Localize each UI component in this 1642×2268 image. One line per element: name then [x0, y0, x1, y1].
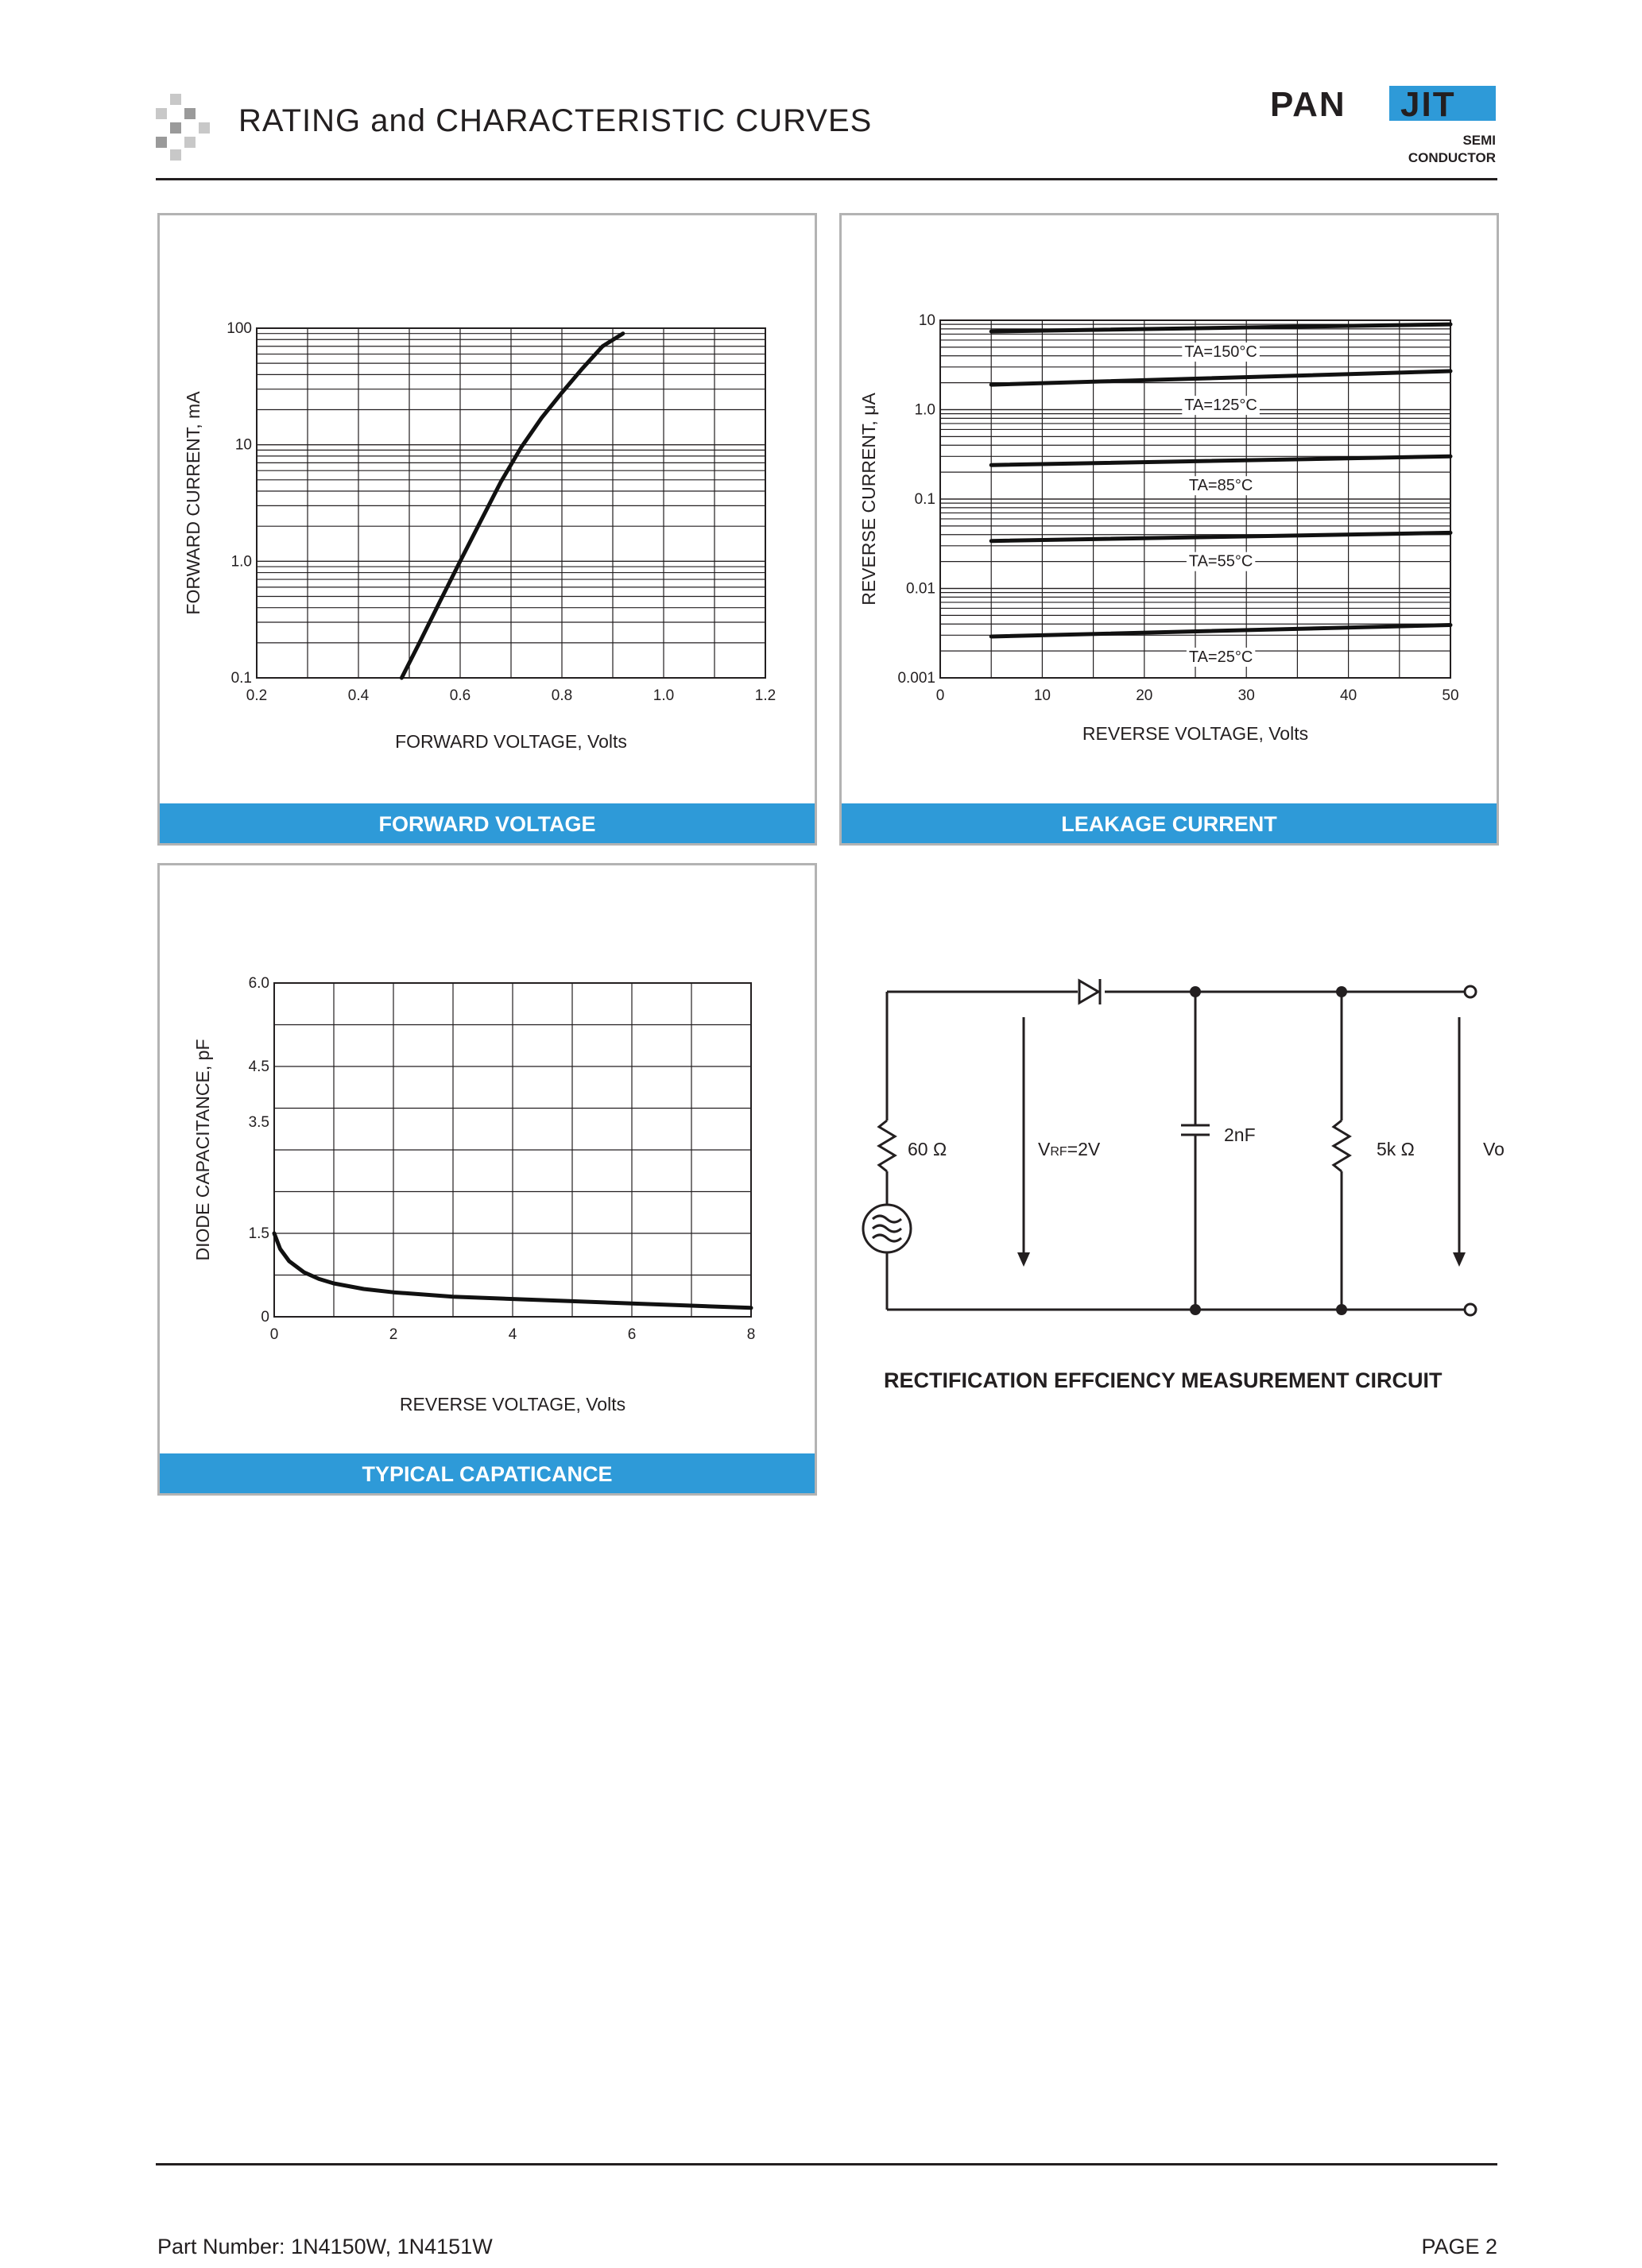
y-tick-label: 0.01	[906, 580, 935, 598]
x-tick-label: 6	[627, 1326, 637, 1343]
y-tick-label: 0.001	[897, 670, 935, 687]
leakage-current-caption: LEAKAGE CURRENT	[842, 803, 1497, 843]
series-label: TA=125°C	[1184, 397, 1257, 415]
logo-sub-semi: SEMI	[1462, 133, 1496, 148]
junction-dot	[1190, 1304, 1201, 1315]
header-rule	[156, 178, 1497, 180]
vrf-arrow-head-icon	[1017, 1252, 1030, 1267]
series-label: TA=150°C	[1184, 343, 1257, 362]
r2-label: 5k Ω	[1377, 1139, 1415, 1159]
x-tick-label: 50	[1442, 687, 1459, 704]
capacitance-panel	[157, 863, 817, 1496]
y-tick-label: 1.0	[914, 401, 935, 419]
cap-label: 2nF	[1224, 1124, 1256, 1145]
chart-grid	[257, 328, 765, 678]
vo-arrow-head-icon	[1453, 1252, 1466, 1267]
page-title: RATING and CHARACTERISTIC CURVES	[238, 103, 873, 138]
resistor-5k-icon	[1334, 1120, 1350, 1171]
leakage-current-panel	[839, 213, 1499, 846]
y-tick-label: 0	[261, 1309, 269, 1326]
forward-voltage-caption: FORWARD VOLTAGE	[160, 803, 815, 843]
x-tick-label: 1.0	[653, 687, 675, 704]
junction-dot	[1190, 986, 1201, 997]
series-line	[991, 456, 1450, 465]
diode-icon	[1079, 981, 1098, 1003]
x-tick-label: 10	[1033, 687, 1051, 704]
y-tick-label: 10	[234, 436, 252, 454]
series-line	[991, 532, 1450, 540]
y-tick-label: 10	[918, 312, 935, 329]
vrf-label: VRF=2V	[1038, 1139, 1101, 1159]
series-label: TA=25°C	[1188, 648, 1253, 666]
x-tick-label: 1.2	[754, 687, 776, 704]
y-tick-label: 1.0	[230, 553, 252, 571]
junction-dot	[1336, 986, 1347, 997]
circuit-title: RECTIFICATION EFFCIENCY MEASUREMENT CIRCUIT	[884, 1368, 1443, 1392]
x-tick-label: 0	[269, 1326, 279, 1343]
x-tick-label: 0.8	[551, 687, 573, 704]
forward-voltage-panel	[157, 213, 817, 846]
series-label: TA=55°C	[1188, 552, 1253, 571]
x-tick-label: 20	[1136, 687, 1153, 704]
y-tick-label: 3.5	[248, 1114, 269, 1131]
output-terminal-bottom-icon	[1465, 1304, 1476, 1315]
y-axis-label: DIODE CAPACITANCE, pF	[192, 1039, 213, 1261]
capacitance-chart	[160, 865, 815, 1453]
x-tick-label: 0.6	[449, 687, 471, 704]
series-line	[991, 324, 1450, 331]
y-tick-label: 6.0	[248, 975, 269, 992]
y-tick-label: 0.1	[914, 491, 935, 508]
measurement-circuit-diagram	[850, 954, 1518, 1351]
panjit-logo	[1270, 84, 1497, 173]
vo-label: Vo	[1483, 1139, 1505, 1159]
logo-text-left: PAN	[1270, 85, 1346, 124]
output-terminal-top-icon	[1465, 986, 1476, 997]
junction-dot	[1336, 1304, 1347, 1315]
ac-source-wave-icon	[873, 1216, 901, 1241]
leakage-current-chart	[842, 215, 1497, 803]
capacitance-caption: TYPICAL CAPATICANCE	[160, 1453, 815, 1493]
x-tick-label: 30	[1237, 687, 1255, 704]
r1-label: 60 Ω	[908, 1139, 947, 1159]
part-number: Part Number: 1N4150W, 1N4151W	[157, 2235, 493, 2258]
footer-rule	[156, 2163, 1497, 2165]
logo-text-right: JIT	[1400, 85, 1456, 124]
x-tick-label: 0.2	[246, 687, 268, 704]
y-tick-label: 0.1	[230, 670, 252, 687]
x-tick-label: 2	[389, 1326, 398, 1343]
y-tick-label: 4.5	[248, 1059, 269, 1075]
chart-grid	[274, 983, 751, 1317]
y-axis-label: FORWARD CURRENT, mA	[183, 391, 203, 615]
x-tick-label: 4	[508, 1326, 517, 1343]
logo-sub-conductor: CONDUCTOR	[1408, 150, 1496, 165]
x-tick-label: 0.4	[347, 687, 370, 704]
y-axis-label: REVERSE CURRENT, μA	[858, 393, 879, 606]
page-number: PAGE 2	[1421, 2235, 1497, 2258]
resistor-60-icon	[879, 1120, 895, 1171]
forward-voltage-chart	[160, 215, 815, 803]
header-checker-icon	[156, 94, 223, 161]
x-axis-label: FORWARD VOLTAGE, Volts	[395, 731, 627, 752]
x-tick-label: 8	[746, 1326, 756, 1343]
y-tick-label: 100	[227, 320, 252, 337]
x-tick-label: 0	[935, 687, 945, 704]
x-tick-label: 40	[1340, 687, 1357, 704]
x-axis-label: REVERSE VOLTAGE, Volts	[1082, 723, 1309, 744]
x-axis-label: REVERSE VOLTAGE, Volts	[399, 1394, 626, 1415]
y-tick-label: 1.5	[248, 1225, 269, 1242]
series-label: TA=85°C	[1188, 477, 1253, 495]
